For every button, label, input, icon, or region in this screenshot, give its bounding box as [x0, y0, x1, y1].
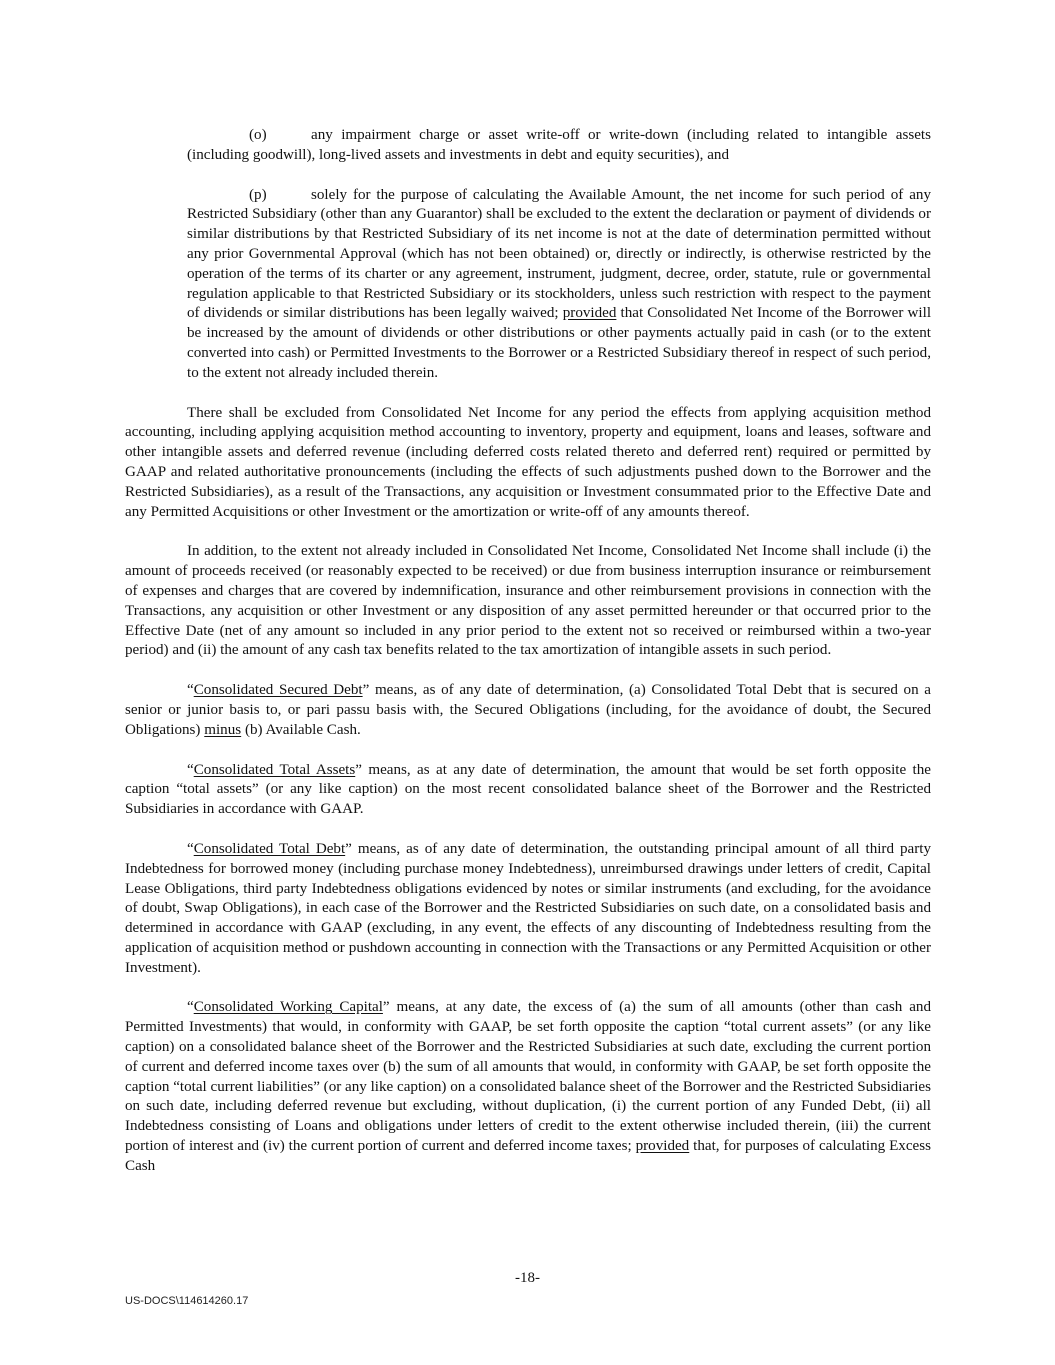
- definition-text: means, as of any date of determination, (a) Consolidated Total Debt that is secured on a senior or junior basis to, or pari passu basis with, the Secured Obligations (including, for the avoidance of doubt, the Secured Obligations): [125, 682, 931, 738]
- clause-text: any impairment charge or asset write-off or write-down (including related to intangible assets (including goodwill), long-lived assets and investments in debt and equity securities), and: [187, 127, 931, 163]
- definition-consolidated-total-debt: “Consolidated Total Debt” means, as of any date of determination, the outstanding principal amount of all third party Indebtedness for borrowed money (including purchase money Indebtedness), unreimbursed drawings under letters of credit, Capital Lease Obligations, third party Indebtedness obligations evidenced by notes or similar instruments (and excluding, for the avoidance of doubt, Swap Obligations), in each case of the Borrower and the Restricted Subsidiaries on such date, on a consolidated basis and determined in accordance with GAAP (excluding, in any event, the effects of any discounting of Indebtedness resulting from the application of acquisition method or pushdown accounting in connection with the Transactions or any Permitted Acquisition or other Investment).: [125, 840, 931, 976]
- clause-o: [187, 126, 931, 166]
- definition-text: (b) Available Cash.: [244, 721, 361, 738]
- clause-label: (p): [249, 186, 267, 203]
- clause-text: solely for the purpose of calculating the Available Amount, the net income for such period of any Restricted Subsidiary (other than any Guarantor) shall be excluded to the extent the declaration or payment of dividends or similar distributions by that Restricted Subsidiary of its net income is not at the date of determination permitted without any prior Governmental Approval (which has not been obtained) or, directly or indirectly, is otherwise restricted by the operation of the terms of its charter or any agreement, instrument, judgment, decree, order, statute, rule or governmental regulation applicable to that Restricted Subsidiary or its stockholders, unless such restriction with respect to the payment of dividends or similar distributions has been legally waived;: [187, 186, 931, 322]
- definition-text: means, at any date, the excess of (a) the sum of all amounts (other than cash and Permitted Investments) that would, in conformity with GAAP, be set forth opposite the caption “total current assets” (or any like caption) on a consolidated balance sheet of the Borrower and the Restricted Subsidiaries at such date, excluding the current portion of current and deferred income taxes over (b) the sum of all amounts that would, in conformity with GAAP, be set forth opposite the caption “total current liabilities” (or any like caption) on a consolidated balance sheet of the Borrower and the Restricted Subsidiaries on such date, including deferred revenue but excluding, without duplication, (i) the current portion of any Funded Debt, (ii) all Indebtedness consisting of Loans and obligations under letters of credit to the extent otherwise included therein, (iii) the current portion of interest and (iv) the current portion of current and deferred income taxes;: [125, 999, 932, 1155]
- defined-term: Consolidated Total Assets: [193, 761, 356, 778]
- excluded-paragraph: There shall be excluded from Consolidated Net Income for any period the effects from applying acquisition method accounting, including applying acquisition method accounting to inventory, property and equipment, loans and leases, software and other intangible assets and deferred revenue (including deferred costs related thereto and deferred rent) required or permitted by GAAP and related authoritative pronouncements (including the effects of such adjustments pushed down to the Borrower and the Restricted Subsidiaries), as a result of the Transactions, any acquisition or Investment consummated prior to the Effective Date and any Permitted Acquisitions or other Investment or the amortization or write-off of any amounts thereof.: [125, 404, 931, 520]
- document-id: US-DOCS\114614260.17: [125, 1295, 249, 1307]
- definition-consolidated-total-assets: “Consolidated Total Assets” means, as at any date of determination, the amount that would be set forth opposite the caption “total assets” (or any like caption) on the most recent consolidated balance sheet of the Borrower and the Restricted Subsidiaries in accordance with GAAP.: [125, 761, 931, 818]
- addition-paragraph: In addition, to the extent not already included in Consolidated Net Income, Consolidated Net Income shall include (i) the amount of proceeds received (or reasonably expected to be received) or due from business interruption insurance or reimbursement of expenses and charges that are covered by indemnification, insurance and other reimbursement provisions in connection with the Transactions, any acquisition or other Investment or any disposition of any asset permitted hereunder or that occurred prior to the Effective Date (net of any amount so included in any prior period to the extent not so received or reimbursed within a two-year period) and (ii) the amount of any cash tax benefits related to the tax amortization of intangible assets in such period.: [125, 543, 931, 659]
- defined-term: Consolidated Total Debt: [193, 840, 346, 857]
- page-number: -18-: [515, 1270, 540, 1286]
- clause-label: (o): [249, 127, 267, 143]
- definition-text: means, as at any date of determination, the amount that would be set forth opposite the caption “total assets” (or any like caption) on the most recent consolidated balance sheet of the Borrower and the Restricted Subsidiaries in accordance with GAAP.: [125, 761, 931, 818]
- definition-text: that, for purposes of calculating Excess Cash: [125, 1138, 932, 1174]
- clause-text: that Consolidated Net Income of the Borrower will be increased by the amount of dividends or other distributions or other payments actually paid in cash (or to the extent converted into cash) or Permitted Investments to the Borrower or a Restricted Subsidiary thereof in respect of such period, to the extent not already included therein.: [187, 305, 932, 381]
- provided-term: provided: [562, 305, 617, 322]
- document-body: [125, 126, 931, 1197]
- provided-term: provided: [635, 1138, 690, 1155]
- defined-term: Consolidated Working Capital: [193, 999, 383, 1016]
- minus-term: minus: [204, 721, 242, 738]
- clause-p: [187, 186, 931, 384]
- definition-text: means, as of any date of determination, the outstanding principal amount of all third party Indebtedness for borrowed money (including purchase money Indebtedness), unreimbursed drawings under letters of credit, Capital Lease Obligations, third party Indebtedness obligations evidenced by notes or similar instruments (and excluding, for the avoidance of doubt, Swap Obligations), in each case of the Borrower and the Restricted Subsidiaries on such date, on a consolidated basis and determined in accordance with GAAP (excluding, in any event, the effects of any discounting of Indebtedness resulting from the application of acquisition method or pushdown accounting in connection with the Transactions or any Permitted Acquisition or other Investment).: [125, 840, 931, 976]
- definition-consolidated-working-capital: “Consolidated Working Capital” means, at any date, the excess of (a) the sum of all amounts (other than cash and Permitted Investments) that would, in conformity with GAAP, be set forth opposite the caption “total current assets” (or any like caption) on a consolidated balance sheet of the Borrower and the Restricted Subsidiaries at such date, excluding the current portion of current and deferred income taxes over (b) the sum of all amounts that would, in conformity with GAAP, be set forth opposite the caption “total current liabilities” (or any like caption) on a consolidated balance sheet of the Borrower and the Restricted Subsidiaries on such date, including deferred revenue but excluding, without duplication, (i) the current portion of any Funded Debt, (ii) all Indebtedness consisting of Loans and obligations under letters of credit to the extent otherwise included therein, (iii) the current portion of interest and (iv) the current portion of current and deferred income taxes; provided that, for purposes of calculating Excess Cash: [125, 999, 932, 1174]
- defined-term: Consolidated Secured Debt: [193, 682, 363, 699]
- definition-consolidated-secured-debt: “Consolidated Secured Debt” means, as of any date of determination, (a) Consolidated Total Debt that is secured on a senior or junior basis to, or pari passu basis with, the Secured Obligations (including, for the avoidance of doubt, the Secured Obligations) minus (b) Available Cash.: [125, 682, 931, 738]
